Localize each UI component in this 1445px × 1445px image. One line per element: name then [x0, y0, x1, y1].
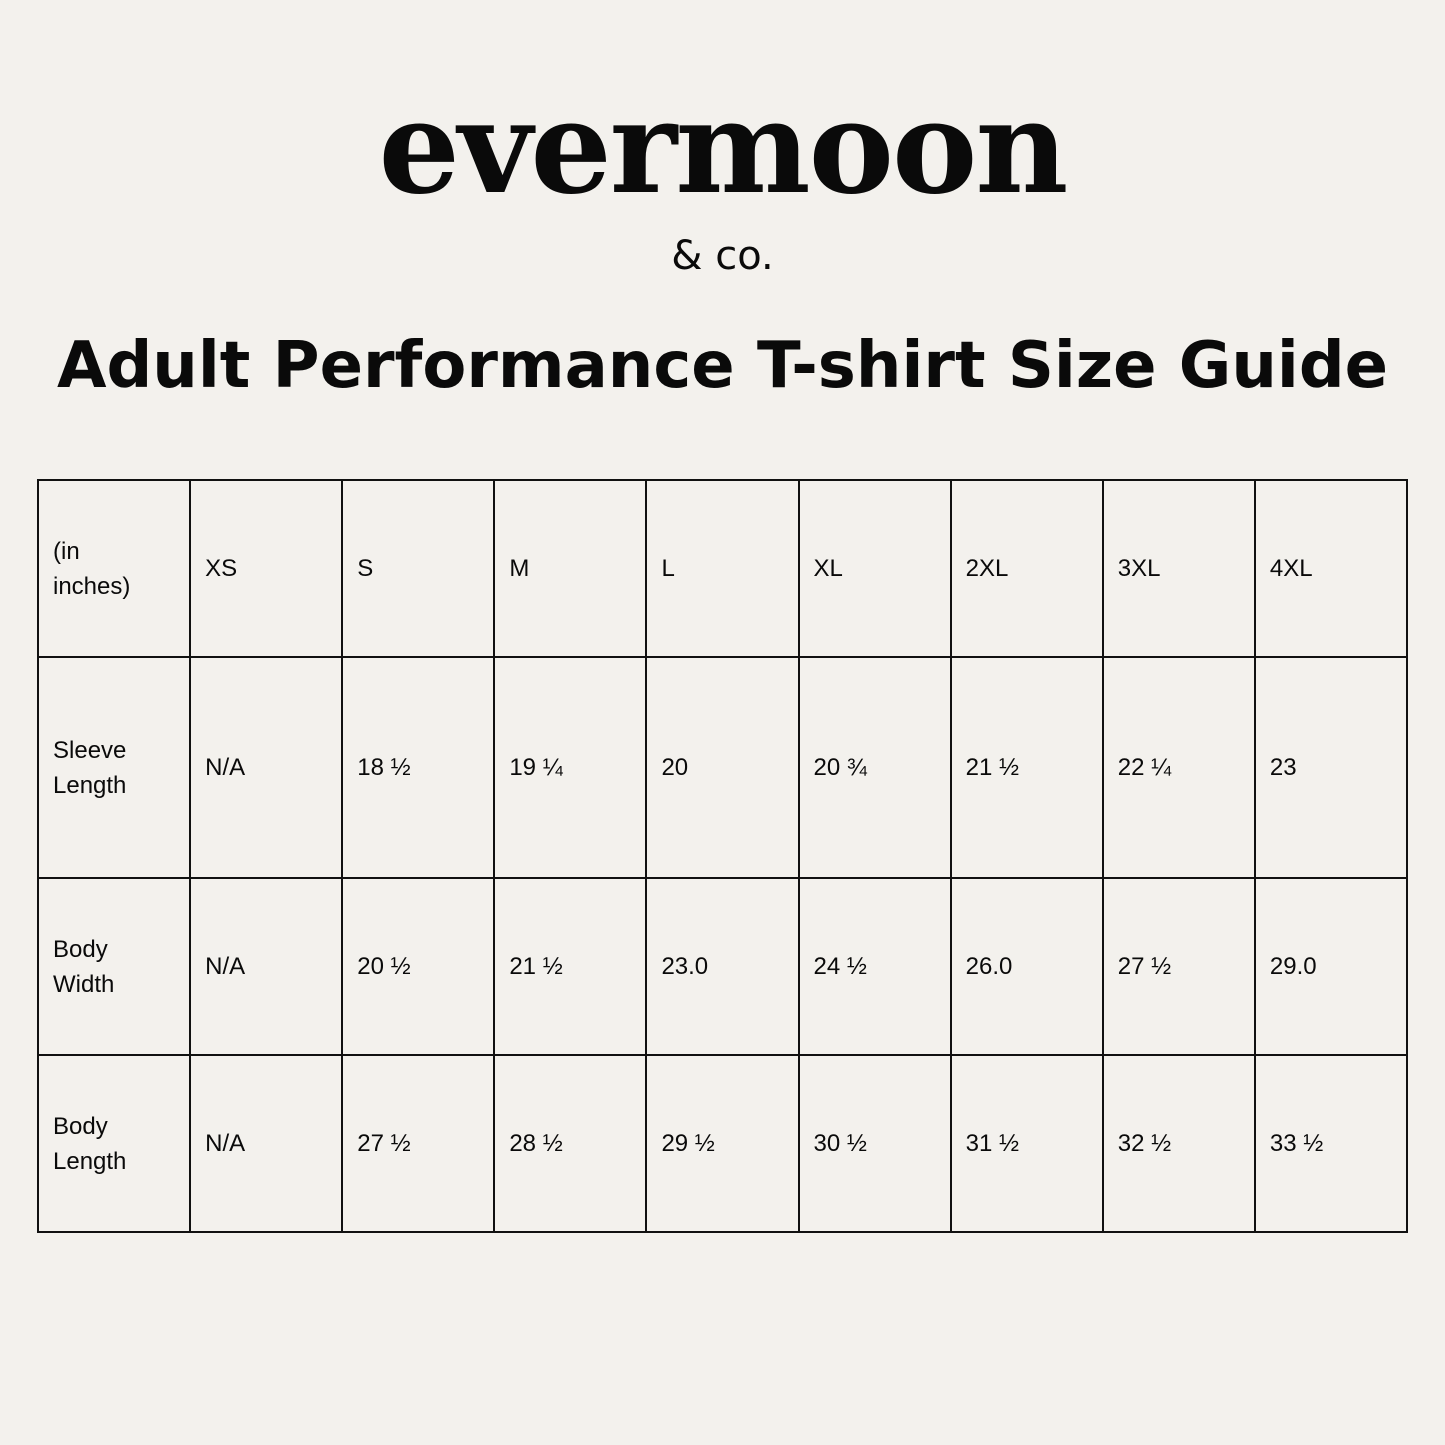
- table-cell: 31 ½: [951, 1055, 1103, 1232]
- table-cell: 29.0: [1255, 878, 1407, 1055]
- table-cell: 21 ½: [494, 878, 646, 1055]
- table-cell: 32 ½: [1103, 1055, 1255, 1232]
- table-cell: 27 ½: [342, 1055, 494, 1232]
- size-header-s: S: [342, 480, 494, 657]
- table-cell: 18 ½: [342, 657, 494, 878]
- table-cell: 20 ¾: [799, 657, 951, 878]
- table-header-row: [38, 480, 1407, 657]
- row-label: Body Width: [38, 878, 190, 1055]
- table-cell: 33 ½: [1255, 1055, 1407, 1232]
- table-cell: 24 ½: [799, 878, 951, 1055]
- brand-subtitle: & co.: [671, 233, 774, 279]
- page-title: Adult Performance T-shirt Size Guide: [56, 329, 1389, 403]
- row-label: Body Length: [38, 1055, 190, 1232]
- size-header-m: M: [494, 480, 646, 657]
- size-header-3xl: 3XL: [1103, 480, 1255, 657]
- table-cell: N/A: [190, 1055, 342, 1232]
- table-cell: 29 ½: [646, 1055, 798, 1232]
- table-cell: 30 ½: [799, 1055, 951, 1232]
- brand-logo: evermoon: [378, 73, 1067, 223]
- size-header-4xl: 4XL: [1255, 480, 1407, 657]
- table-cell: 21 ½: [951, 657, 1103, 878]
- table-row-body-length: [38, 1055, 1407, 1232]
- table-cell: 20 ½: [342, 878, 494, 1055]
- table-row-body-width: [38, 878, 1407, 1055]
- table-cell: N/A: [190, 878, 342, 1055]
- size-table: [37, 479, 1408, 1233]
- table-row-sleeve-length: [38, 657, 1407, 878]
- table-cell: 22 ¼: [1103, 657, 1255, 878]
- size-header-l: L: [646, 480, 798, 657]
- table-cell: 19 ¼: [494, 657, 646, 878]
- table-cell: 28 ½: [494, 1055, 646, 1232]
- table-cell: 27 ½: [1103, 878, 1255, 1055]
- row-label: Sleeve Length: [38, 657, 190, 878]
- table-cell: 23.0: [646, 878, 798, 1055]
- table-cell: N/A: [190, 657, 342, 878]
- units-label: (in inches): [38, 480, 190, 657]
- size-header-xs: XS: [190, 480, 342, 657]
- table-cell: 26.0: [951, 878, 1103, 1055]
- size-header-2xl: 2XL: [951, 480, 1103, 657]
- table-cell: 23: [1255, 657, 1407, 878]
- table-cell: 20: [646, 657, 798, 878]
- size-header-xl: XL: [799, 480, 951, 657]
